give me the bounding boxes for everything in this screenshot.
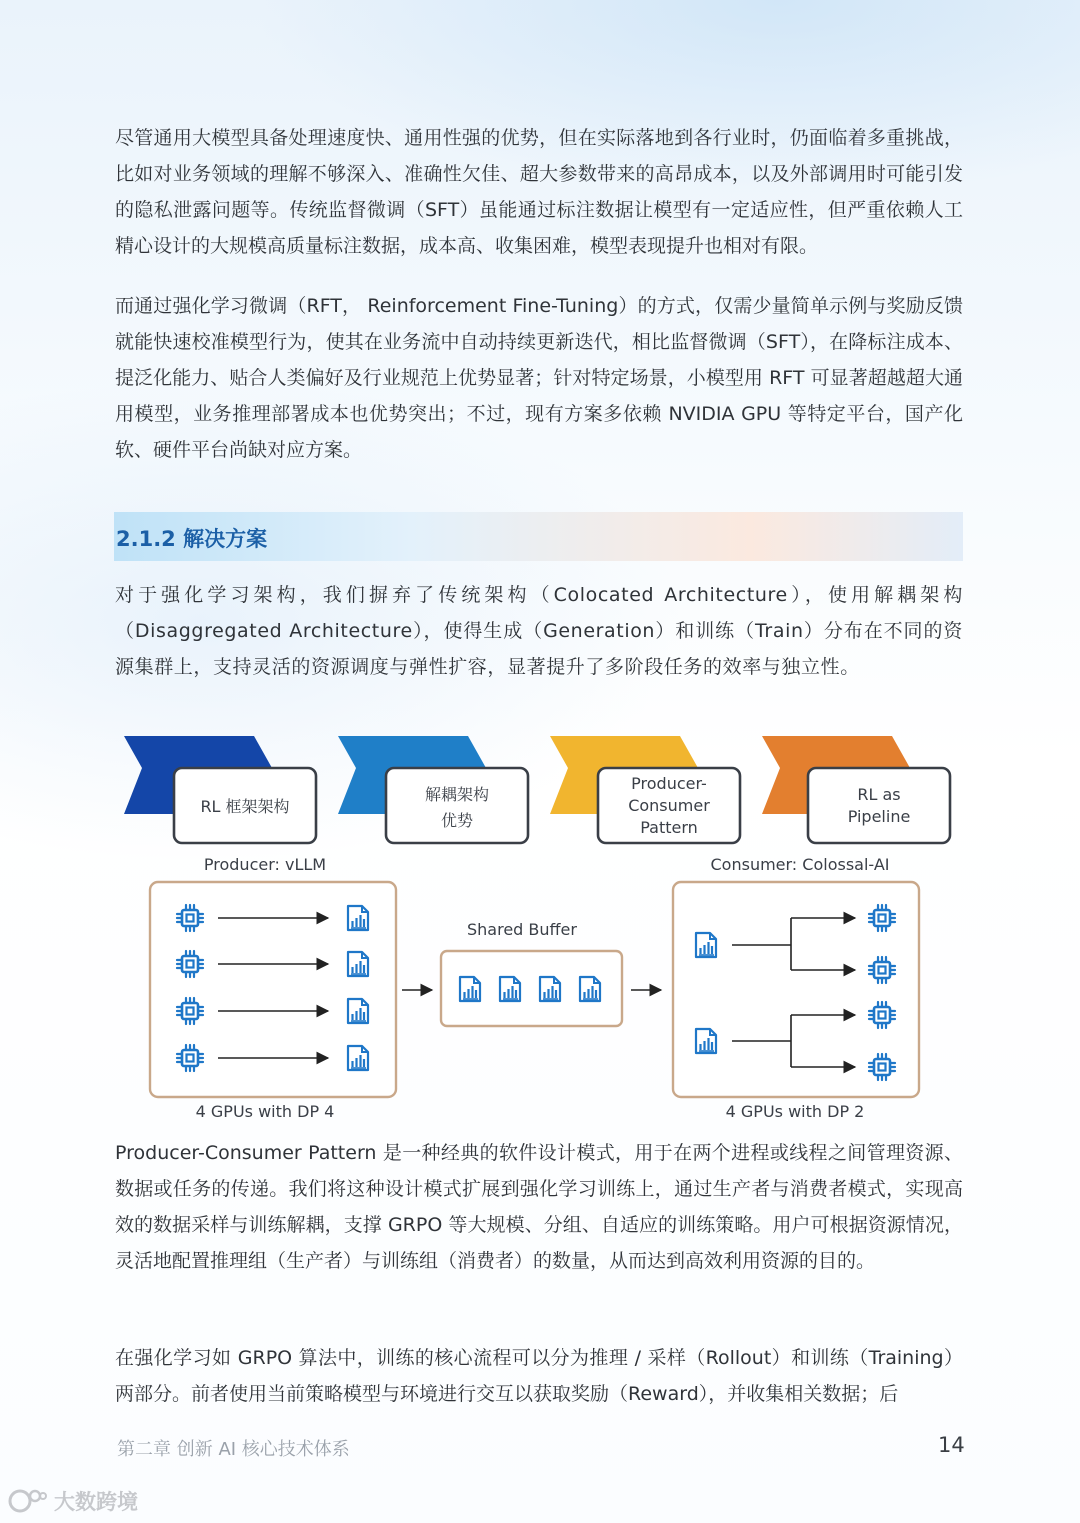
chevron-label: Consumer xyxy=(628,796,710,815)
chevron-label: Pattern xyxy=(640,818,698,837)
data-doc-icon xyxy=(540,977,560,1001)
data-doc-icon xyxy=(348,906,368,930)
data-doc-icon xyxy=(580,977,600,1001)
buffer-title: Shared Buffer xyxy=(467,920,577,939)
architecture-paragraph: 对于强化学习架构，我们摒弃了传统架构（Colocated Architecture），使用解耦架构（Disaggregated Architecture），使得生成（Generation）和训练（Train）分布在不同的资源集群上，支持灵活的资源调度与弹性扩容，显著提升了多阶段任务的效率与独立性。 xyxy=(115,584,963,678)
watermark-logo-icon xyxy=(8,1487,48,1515)
producer-caption: 4 GPUs with DP 4 xyxy=(195,1102,335,1121)
page-number: 14 xyxy=(938,1433,965,1457)
chevron-label: RL 框架架构 xyxy=(200,797,290,816)
section-title: 2.1.2 解决方案 xyxy=(116,527,268,551)
data-doc-icon xyxy=(348,1046,368,1070)
watermark-text: 大数跨境 xyxy=(54,1490,138,1514)
data-doc-icon xyxy=(696,933,716,957)
chevron-3 xyxy=(550,736,740,843)
watermark xyxy=(8,1486,138,1516)
producer-title: Producer: vLLM xyxy=(203,855,327,874)
data-doc-icon xyxy=(348,952,368,976)
rft-paragraph: 而通过强化学习微调（RFT， Reinforcement Fine-Tuning）的方式，仅需少量简单示例与奖励反馈就能快速校准模型行为，使其在业务流中自动持续更新迭代，相比监督微调（SFT），在降标注成本、提泛化能力、贴合人类偏好及行业规范上优势显著；针对特定场景，小模型用 RFT 可显著超越超大通用模型，业务推理部署成本也优势突出；不过，现有方案多依赖 NVIDIA GPU 等特定平台，国产化软、硬件平台尚缺对应方案。 xyxy=(115,295,963,461)
chevron-label: Pipeline xyxy=(847,807,911,826)
consumer-title: Consumer: Colossal-AI xyxy=(710,855,890,874)
producer-consumer-diagram xyxy=(110,728,970,1128)
chevron-label: Producer- xyxy=(631,774,707,793)
data-doc-icon xyxy=(696,1029,716,1053)
data-doc-icon xyxy=(500,977,520,1001)
chevron-1 xyxy=(124,736,316,843)
grpo-paragraph: 在强化学习如 GRPO 算法中，训练的核心流程可以分为推理 / 采样（Rollout）和训练（Training）两部分。前者使用当前策略模型与环境进行交互以获取奖励（Reward），并收集相关数据；后 xyxy=(115,1347,963,1405)
consumer-caption: 4 GPUs with DP 2 xyxy=(725,1102,865,1121)
data-doc-icon xyxy=(348,999,368,1023)
chevron-label: 解耦架构 xyxy=(424,785,490,804)
chevron-4 xyxy=(762,736,950,843)
pattern-paragraph: Producer-Consumer Pattern 是一种经典的软件设计模式，用于在两个进程或线程之间管理资源、数据或任务的传递。我们将这种设计模式扩展到强化学习训练上，通过生产者与消费者模式，实现高效的数据采样与训练解耦，支撑 GRPO 等大规模、分组、自适应的训练策略。用户可根据资源情况，灵活地配置推理组（生产者）与训练组（消费者）的数量，从而达到高效利用资源的目的。 xyxy=(115,1142,963,1272)
intro-paragraph: 尽管通用大模型具备处理速度快、通用性强的优势，但在实际落地到各行业时，仍面临着多重挑战，比如对业务领域的理解不够深入、准确性欠佳、超大参数带来的高昂成本，以及外部调用时可能引发的隐私泄露问题等。传统监督微调（SFT）虽能通过标注数据让模型有一定适应性，但严重依赖人工精心设计的大规模高质量标注数据，成本高、收集困难，模型表现提升也相对有限。 xyxy=(115,127,963,257)
chevron-2 xyxy=(338,736,528,843)
section-header xyxy=(114,512,963,561)
chapter-footer: 第二章 创新 AI 核心技术体系 xyxy=(117,1439,350,1460)
data-doc-icon xyxy=(460,977,480,1001)
chevron-label: RL as xyxy=(857,785,901,804)
chevron-label: 优势 xyxy=(440,811,474,830)
